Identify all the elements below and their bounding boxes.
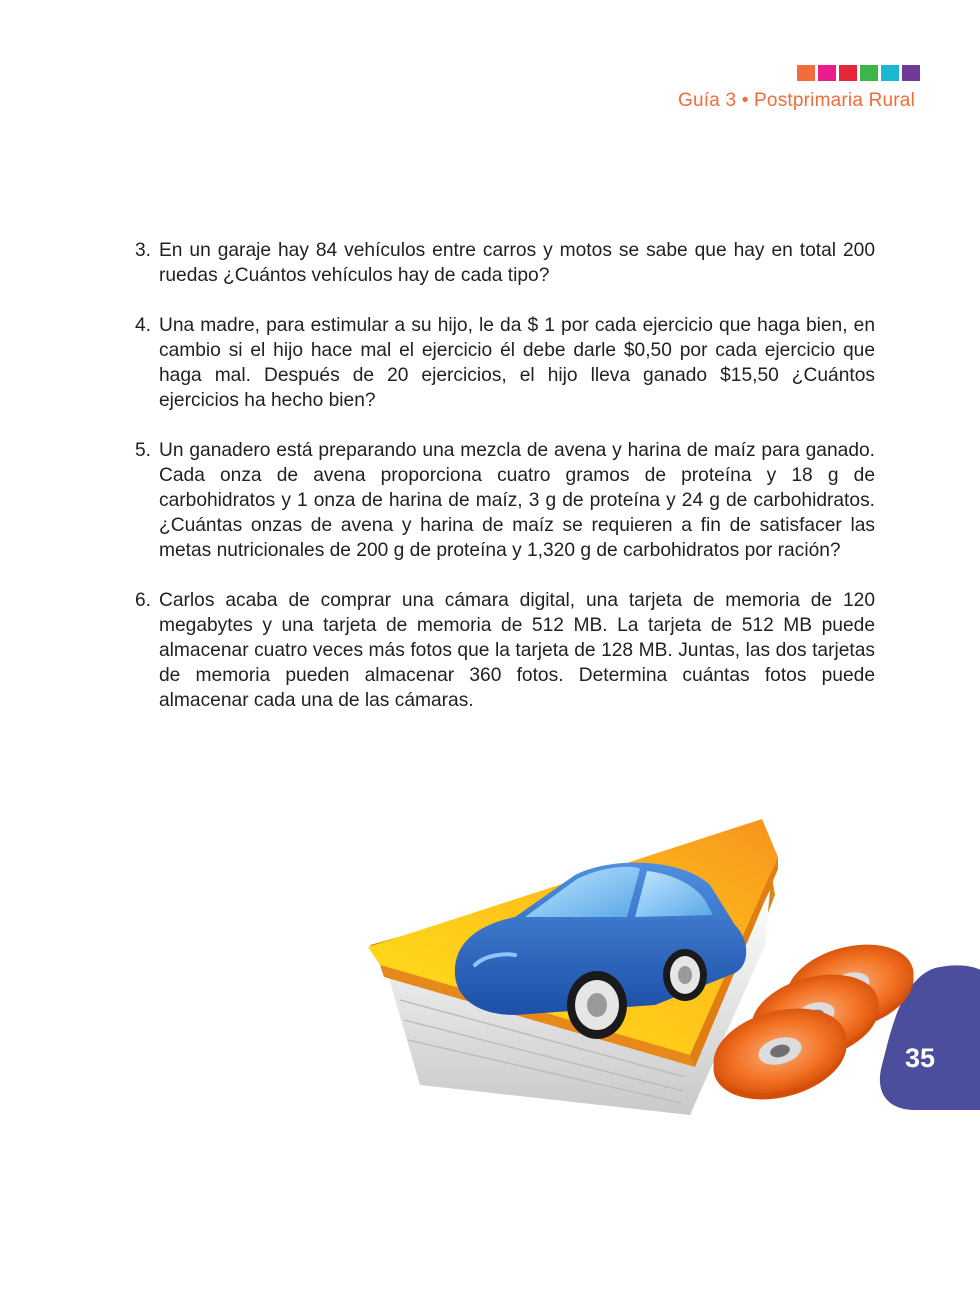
- color-square: [818, 65, 836, 81]
- problem-text: Carlos acaba de comprar una cámara digital, una tarjeta de memoria de 120 megabytes y una tarjeta de memoria de 512 MB. La tarjeta de 512 MB puede almacenar cuatro veces más fotos que la tarjeta de 128 MB. Juntas, las dos tarjetas de memoria pueden almacenar 360 fotos. Determina cuántas fotos puede almacenar cada una de las cámaras.: [159, 590, 875, 711]
- problem-number: 4.: [135, 315, 152, 336]
- problem-item: [135, 438, 875, 563]
- problem-number: 5.: [135, 440, 152, 461]
- problem-text: Un ganadero está preparando una mezcla de avena y harina de maíz para ganado. Cada onza de avena proporciona cuatro gramos de proteína y 18 g de carbohidratos y 1 onza de harina de maíz, 3 g de proteína y 24 g de carbohidratos. ¿Cuántas onzas de avena y harina de maíz se requieren a fin de satisfacer las metas nutricionales de 200 g de proteína y 1,320 g de carbohidratos por ración?: [159, 440, 875, 561]
- color-square: [797, 65, 815, 81]
- problem-text: En un garaje hay 84 vehículos entre carros y motos se sabe que hay en total 200 ruedas ¿Cuántos vehículos hay de cada tipo?: [159, 240, 875, 286]
- problem-item: [135, 238, 875, 288]
- problem-item: [135, 588, 875, 713]
- problem-number: 6.: [135, 590, 152, 611]
- problem-text: Una madre, para estimular a su hijo, le da $ 1 por cada ejercicio que haga bien, en cambio si el hijo hace mal el ejercicio él debe darle $0,50 por cada ejercicio que haga mal. Después de 20 ejercicios, el hijo lleva ganado $15,50 ¿Cuántos ejercicios ha hecho bien?: [159, 315, 875, 411]
- page-number: 35: [905, 1043, 936, 1073]
- problem-list: [135, 238, 875, 738]
- problem-item: [135, 313, 875, 413]
- header-color-squares: [797, 65, 920, 81]
- running-header: Guía 3 • Postprimaria Rural: [678, 90, 915, 111]
- problem-number: 3.: [135, 240, 152, 261]
- color-square: [902, 65, 920, 81]
- color-square: [881, 65, 899, 81]
- color-square: [860, 65, 878, 81]
- color-square: [839, 65, 857, 81]
- book-with-car-and-discs-icon: [360, 815, 940, 1155]
